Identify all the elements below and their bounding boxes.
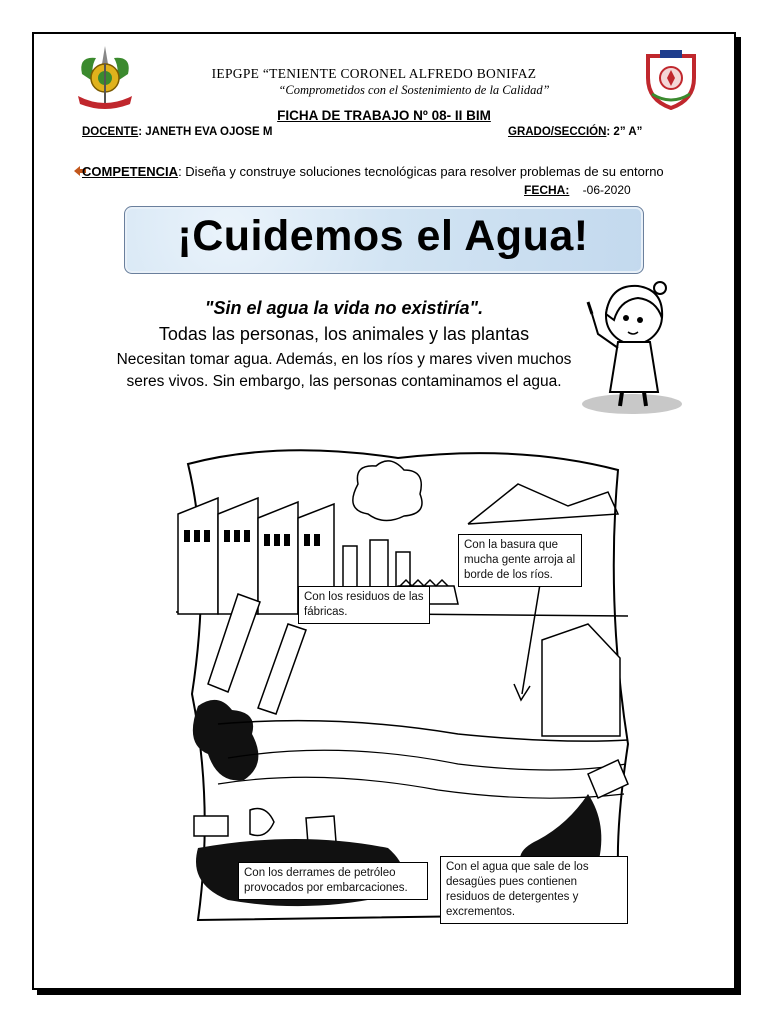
girl-scientist-icon bbox=[580, 274, 684, 416]
callout-factories: Con los residuos de las fábricas. bbox=[298, 586, 430, 624]
competencia bbox=[82, 162, 702, 182]
school-shield-icon bbox=[642, 48, 700, 110]
intro-paragraph: Necesitan tomar agua. Además, en los ríos y mares viven muchos seres vivos. Sin embargo, las personas contaminamos el agua. bbox=[116, 351, 572, 390]
docente-line bbox=[82, 126, 272, 138]
callout-sewage: Con el agua que sale de los desagües pues contienen residuos de detergentes y excrementos. bbox=[440, 856, 628, 924]
callout-trash: Con la basura que mucha gente arroja al borde de los ríos. bbox=[458, 534, 582, 587]
grado-value: : 2” A” bbox=[606, 126, 643, 138]
fecha-line bbox=[524, 183, 631, 197]
docente-label: DOCENTE bbox=[82, 126, 139, 138]
intro-line: Todas las personas, los animales y las plantas bbox=[158, 324, 530, 344]
grado-line bbox=[508, 126, 642, 138]
worksheet-title: FICHA DE TRABAJO Nº 08- II BIM bbox=[277, 108, 491, 123]
school-crest-icon bbox=[72, 44, 138, 112]
school-name: IEPGPE “TENIENTE CORONEL ALFREDO BONIFAZ bbox=[211, 66, 537, 81]
intro-quote: "Sin el agua la vida no existiría". bbox=[204, 298, 484, 318]
docente-value: : JANETH EVA OJOSE M bbox=[138, 126, 273, 138]
worksheet-page bbox=[32, 32, 736, 990]
school-motto: “Comprometidos con el Sostenimiento de la Calidad” bbox=[278, 83, 550, 97]
fecha-value: -06-2020 bbox=[582, 183, 631, 197]
competencia-label: COMPETENCIA bbox=[82, 164, 179, 179]
pollution-illustration bbox=[158, 444, 634, 924]
page-title: ¡Cuidemos el Agua! bbox=[177, 212, 589, 260]
grado-label: GRADO/SECCIÓN bbox=[508, 126, 607, 138]
competencia-value: : Diseña y construye soluciones tecnológicas para resolver problemas de su entorno bbox=[178, 164, 664, 179]
callout-oil: Con los derrames de petróleo provocados por embarcaciones. bbox=[238, 862, 428, 900]
fecha-label: FECHA: bbox=[524, 183, 570, 197]
